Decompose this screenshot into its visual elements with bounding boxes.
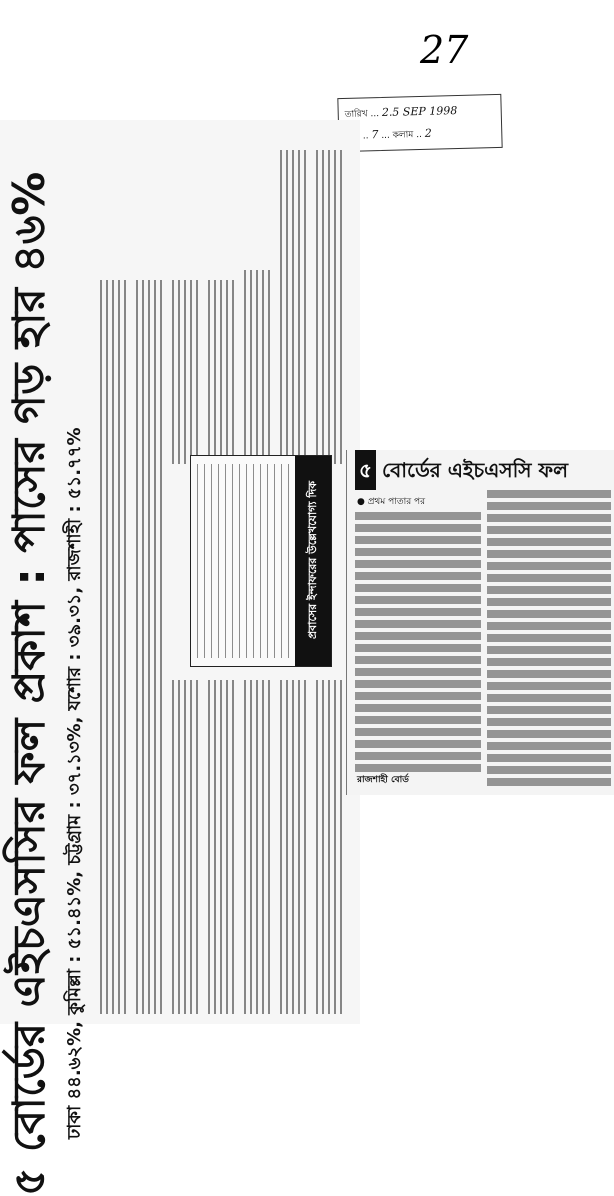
body-text-column [280, 680, 310, 1014]
stamp-column-value: 2 [424, 126, 432, 140]
body-text-column [280, 150, 310, 464]
body-text-column [316, 680, 346, 1014]
highlights-box [190, 455, 332, 667]
main-subline: ঢাকা ৪৪.৬২%, কুমিল্লা : ৫১.৪১%, চট্টগ্রাম : ৩৭.১৩%, যশোর : ৩৯.৩১, রাজশাহী : ৫১.৭৭% [64, 427, 85, 1139]
body-text-column [172, 680, 202, 1014]
continuation-note: ● প্রথম পাতার পর [357, 497, 426, 507]
highlights-title: প্রবাসের ইন্দাফরের উল্লেখযোগ্য দিক [306, 480, 319, 640]
continued-headline-text: বোর্ডের এইচএসসি ফল [381, 458, 569, 482]
body-text-column [208, 680, 238, 1014]
stamp-date-label: তারিখ [344, 109, 368, 120]
highlights-list [197, 464, 289, 658]
body-text-column [172, 280, 202, 464]
stamp-page-row: .. 7 ... কলাম .. 2 [345, 125, 497, 144]
body-text-column [100, 280, 130, 1014]
continued-headline [347, 450, 614, 490]
body-text-column [244, 270, 274, 464]
body-text-column [244, 680, 274, 1014]
main-headline: ৫ বোর্ডের এইচএসসির ফল প্রকাশ : পাসের গড় হার ৪৬% [4, 171, 55, 1196]
section-heading: রাজশাহী বোর্ড [357, 775, 409, 785]
body-text-column [316, 150, 346, 464]
date-stamp [337, 94, 502, 152]
highlights-header [295, 456, 331, 666]
stamp-page-value: 7 [371, 128, 379, 142]
stamp-date-row: তারিখ ... 2.5 SEP 1998 [344, 104, 458, 120]
body-text-column [136, 280, 166, 1014]
continued-headline-number: ৫ [355, 450, 376, 490]
stamp-column-label: কলাম [392, 130, 414, 141]
stamp-date-value: 2.5 SEP 1998 [381, 104, 458, 119]
page-number: 27 [420, 28, 469, 72]
body-text-column [208, 280, 238, 464]
continued-clipping [346, 450, 614, 795]
